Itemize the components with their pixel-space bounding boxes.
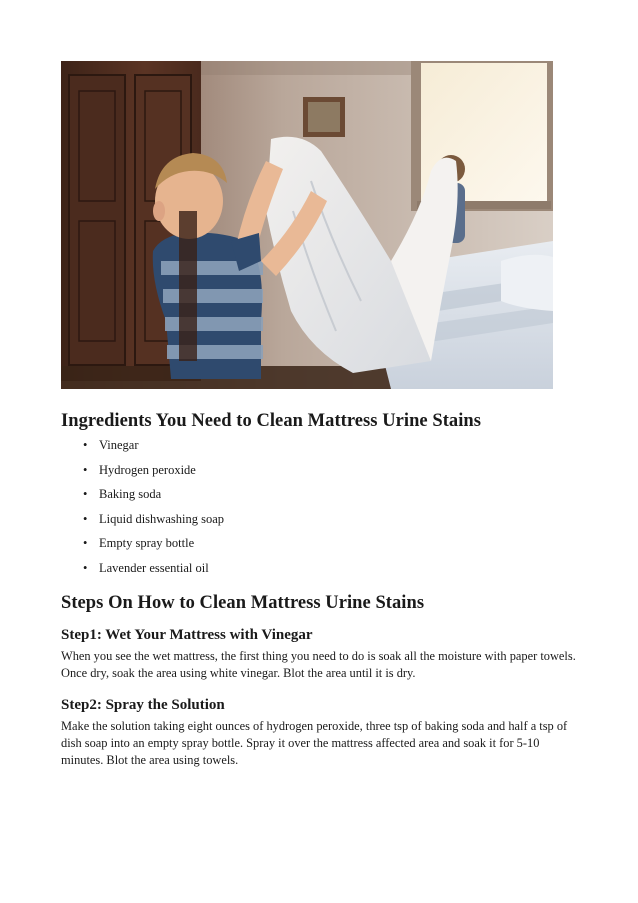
document-page <box>61 61 581 769</box>
bullet-icon: • <box>83 536 88 551</box>
list-item <box>61 512 581 527</box>
step1-text: When you see the wet mattress, the first thing you need to do is soak all the moisture with paper towels. Once dry, soak the area using white vinegar. Blot the area until it is dry. <box>61 648 576 680</box>
bullet-icon: • <box>83 438 88 452</box>
step2-title: Step2: Spray the Solution <box>61 696 225 713</box>
photo-illustration <box>61 61 553 389</box>
bedroom-photo <box>61 61 553 389</box>
ingredient-label: Lavender essential oil <box>99 560 209 575</box>
steps-heading: Steps On How to Clean Mattress Urine Stains <box>61 592 425 613</box>
list-item <box>61 561 581 576</box>
list-item <box>61 463 581 478</box>
list-item <box>61 438 581 453</box>
ingredient-label: Baking soda <box>99 487 162 502</box>
bullet-icon: • <box>83 462 88 477</box>
bullet-icon: • <box>83 560 88 575</box>
list-item <box>61 536 581 551</box>
list-item <box>61 487 581 502</box>
ingredient-label: Vinegar <box>99 438 139 452</box>
bullet-icon: • <box>83 511 88 526</box>
step2-text: Make the solution taking eight ounces of hydrogen peroxide, three tsp of baking soda and half a tsp of dish soap into an empty spray bottle. Spray it over the mattress affected area and soak it for 5-10 minutes. Blot the area using towels. <box>61 718 568 767</box>
step1-title: Step1: Wet Your Mattress with Vinegar <box>61 626 313 643</box>
ingredient-label: Liquid dishwashing soap <box>99 511 224 526</box>
ingredient-label: Hydrogen peroxide <box>99 462 196 477</box>
ingredients-heading: Ingredients You Need to Clean Mattress Urine Stains <box>61 411 481 431</box>
ingredient-label: Empty spray bottle <box>99 536 195 551</box>
ingredients-list <box>61 438 581 576</box>
bullet-icon: • <box>83 487 88 502</box>
